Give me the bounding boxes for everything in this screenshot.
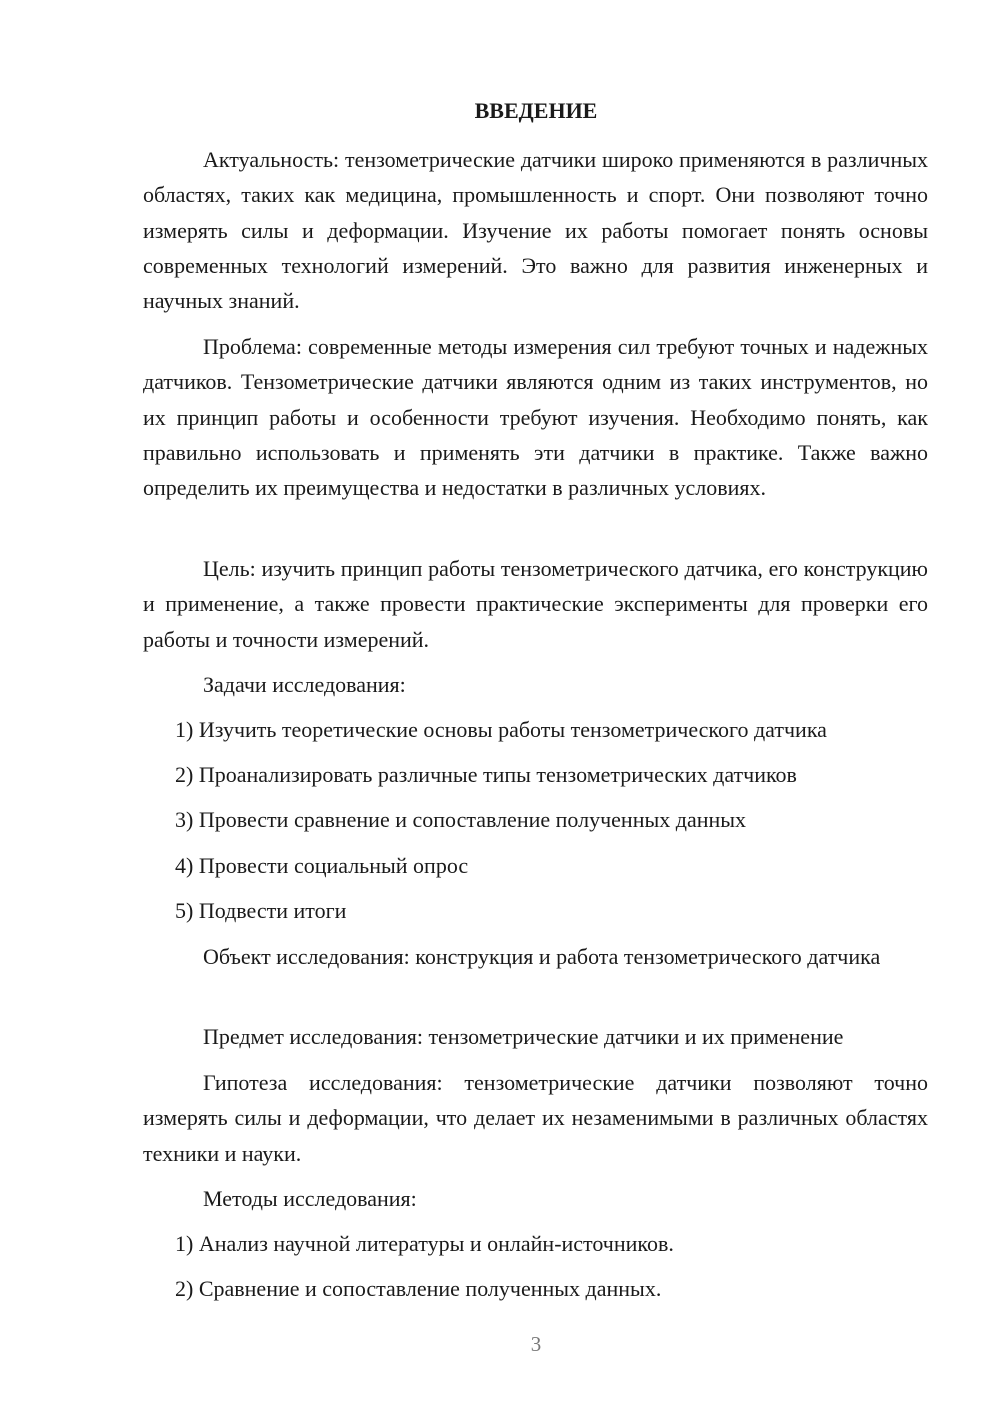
task-item-4: 4) Провести социальный опрос <box>175 853 469 878</box>
methods-title: Методы исследования: <box>203 1186 417 1211</box>
subject-paragraph: Предмет исследования: тензометрические датчики и их применение <box>203 1024 844 1049</box>
task-item-3: 3) Провести сравнение и сопоставление полученных данных <box>175 807 747 832</box>
object-paragraph: Объект исследования: конструкция и работа тензометрического датчика <box>203 944 881 969</box>
relevance-paragraph: Актуальность: тензометрические датчики широко применяются в различных областях, таких как медицина, промышленность и спорт. Они позволяют точно измерять силы и деформации. Изучение их работы помогает понять основы современных технологий измерений. Это важно для развития инженерных и научных знаний. <box>143 147 928 314</box>
method-item-1: 1) Анализ научной литературы и онлайн-источников. <box>175 1231 674 1256</box>
task-item-1: 1) Изучить теоретические основы работы тензометрического датчика <box>175 717 827 742</box>
task-item-5: 5) Подвести итоги <box>175 898 347 923</box>
method-item-2: 2) Сравнение и сопоставление полученных данных. <box>175 1276 662 1301</box>
hypothesis-paragraph: Гипотеза исследования: тензометрические датчики позволяют точно измерять силы и деформации, что делает их незаменимыми в различных областях техники и науки. <box>143 1070 928 1166</box>
problem-paragraph: Проблема: современные методы измерения сил требуют точных и надежных датчиков. Тензометрические датчики являются одним из таких инструментов, но их принцип работы и особенности требуют изучения. Необходимо понять, как правильно использовать и применять эти датчики в практике. Также важно определить их преимущества и недостатки в различных условиях. <box>143 334 928 501</box>
goal-paragraph: Цель: изучить принцип работы тензометрического датчика, его конструкцию и применение, а также провести практические эксперименты для проверки его работы и точности измерений. <box>143 556 928 652</box>
tasks-title: Задачи исследования: <box>203 672 406 697</box>
page-number: 3 <box>530 1332 542 1356</box>
page-heading: ВВЕДЕНИЕ <box>474 98 598 123</box>
task-item-2: 2) Проанализировать различные типы тензометрических датчиков <box>175 762 797 787</box>
